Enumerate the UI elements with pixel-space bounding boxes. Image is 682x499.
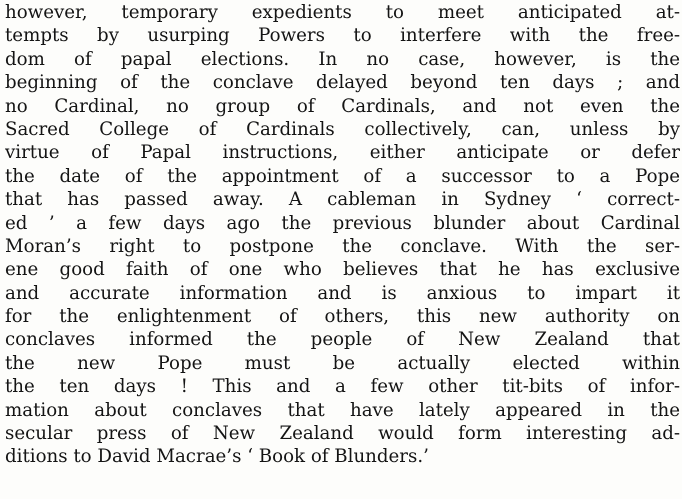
text-line-6: Sacred College of Cardinals collectively, can, unless by: [5, 118, 680, 140]
text-line-16: the new Pope must be actually elected within: [5, 352, 680, 374]
text-line-2: tempts by usurping Powers to interfere with the free-: [5, 25, 680, 47]
text-line-1: however, temporary expedients to meet anticipated at-: [5, 2, 680, 23]
text-line-17: the ten days ! This and a few other tit-bits of infor-: [5, 376, 680, 398]
text-line-9: that has passed away. A cableman in Sydney ‘ correct-: [5, 189, 680, 211]
text-line-4: beginning of the conclave delayed beyond ten days ; and: [5, 72, 680, 94]
text-line-3: dom of papal elections. In no case, however, is the: [5, 48, 680, 70]
text-line-19: secular press of New Zealand would form interesting ad-: [5, 423, 680, 445]
text-line-12: ene good faith of one who believes that he has exclusive: [5, 259, 680, 281]
text-line-15: conclaves informed the people of New Zealand that: [5, 329, 680, 351]
article-text-column: [5, 1, 680, 469]
text-line-7: virtue of Papal instructions, either anticipate or defer: [5, 142, 680, 164]
text-line-13: and accurate information and is anxious to impart it: [5, 282, 680, 304]
text-line-10: ed ’ a few days ago the previous blunder about Cardinal: [5, 212, 680, 234]
text-line-18: mation about conclaves that have lately appeared in the: [5, 399, 680, 421]
text-line-14: for the enlightenment of others, this new authority on: [5, 306, 680, 328]
text-line-8: the date of the appointment of a successor to a Pope: [5, 165, 680, 187]
text-line-5: no Cardinal, no group of Cardinals, and not even the: [5, 95, 680, 117]
text-line-20: ditions to David Macrae’s ‘ Book of Blunders.’: [5, 446, 429, 468]
text-line-11: Moran’s right to postpone the conclave. With the ser-: [5, 235, 680, 257]
